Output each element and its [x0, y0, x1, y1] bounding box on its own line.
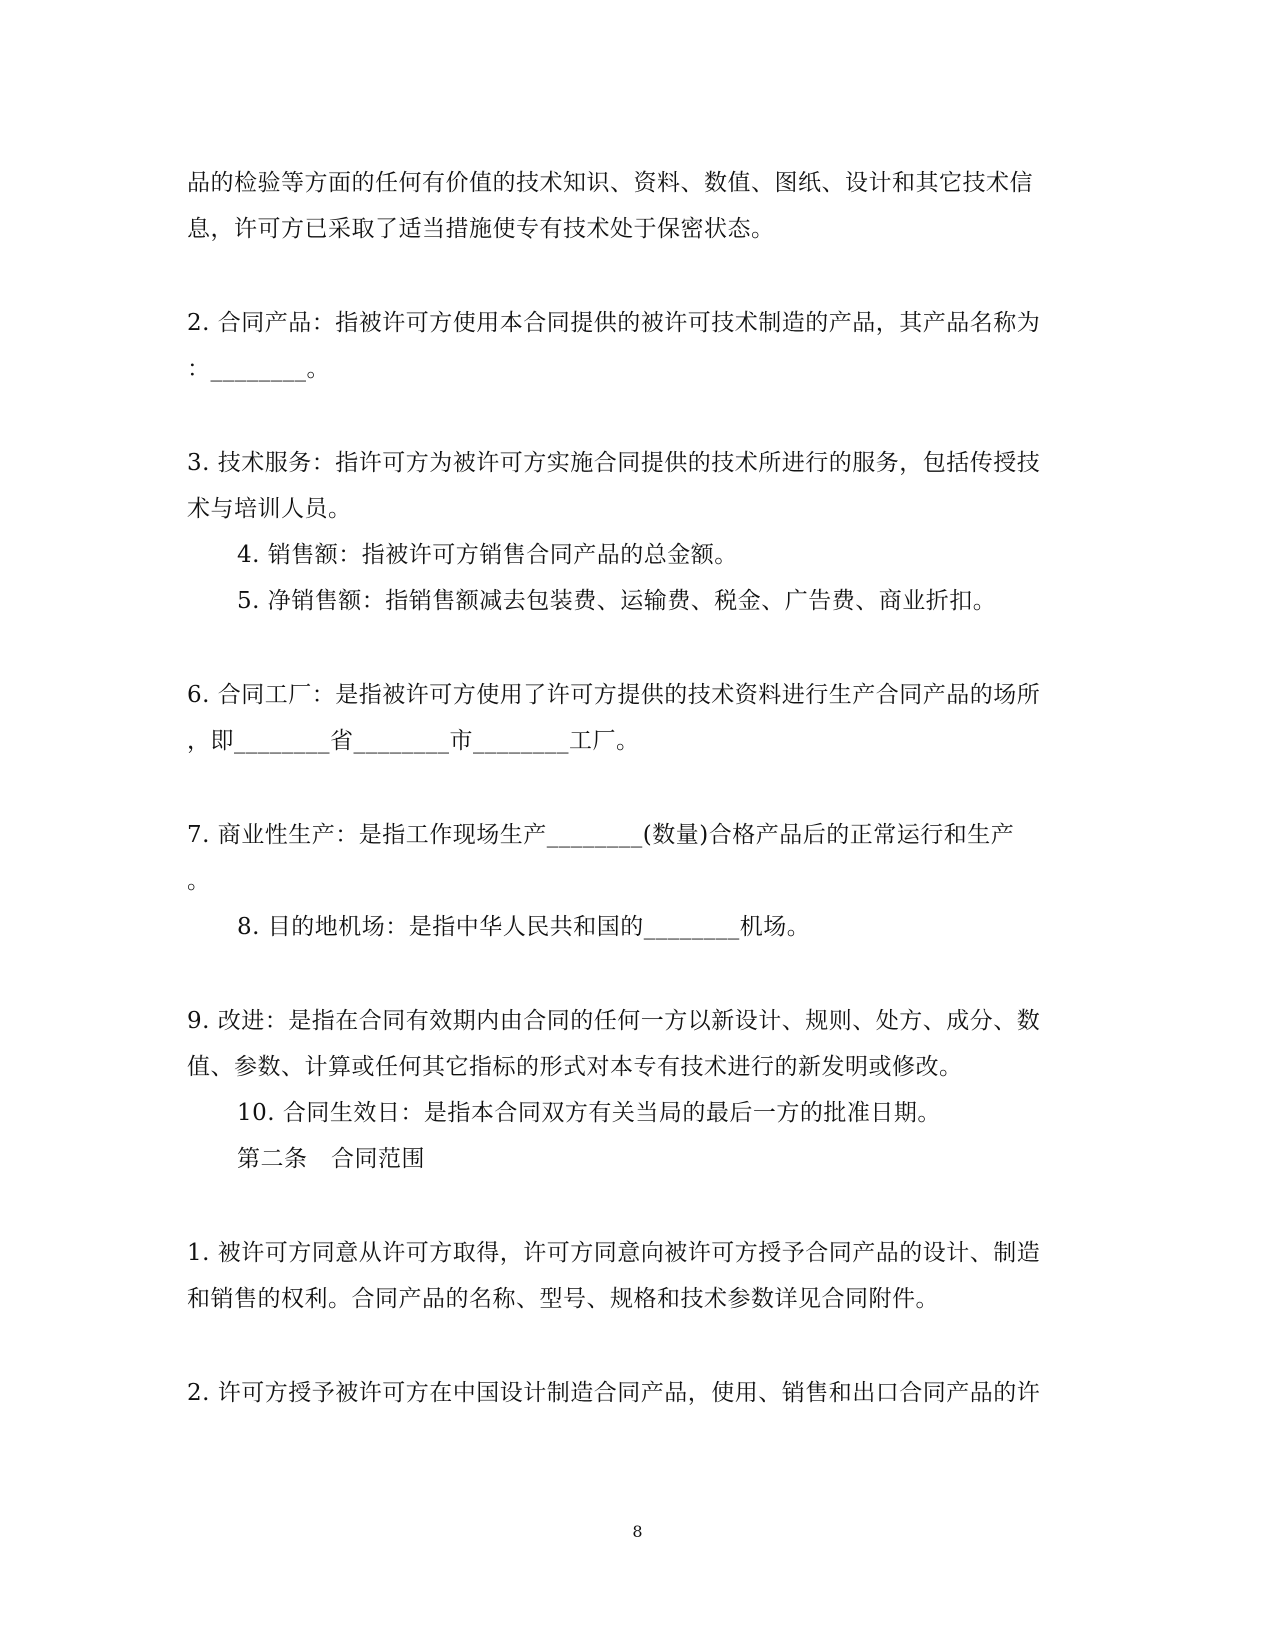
text-line: 8. 目的地机场：是指中华人民共和国的________机场。 — [237, 914, 811, 940]
text-line: 9. 改进：是指在合同有效期内由合同的任何一方以新设计、规则、处方、成分、数 — [187, 1008, 1041, 1034]
text-line: 品的检验等方面的任何有价值的技术知识、资料、数值、图纸、设计和其它技术信 — [187, 170, 1033, 196]
text-line: 4. 销售额：指被许可方销售合同产品的总金额。 — [237, 542, 738, 568]
text-line: 和销售的权利。合同产品的名称、型号、规格和技术参数详见合同附件。 — [187, 1286, 939, 1312]
text-line: 3. 技术服务：指许可方为被许可方实施合同提供的技术所进行的服务，包括传授技 — [187, 450, 1041, 476]
text-line: 7. 商业性生产：是指工作现场生产________(数量)合格产品后的正常运行和生产 — [187, 822, 1015, 848]
text-line: 值、参数、计算或任何其它指标的形式对本专有技术进行的新发明或修改。 — [187, 1054, 963, 1080]
text-line: 2. 合同产品：指被许可方使用本合同提供的被许可技术制造的产品，其产品名称为 — [187, 310, 1041, 336]
text-line: 10. 合同生效日：是指本合同双方有关当局的最后一方的批准日期。 — [237, 1100, 941, 1126]
text-line: 术与培训人员。 — [187, 496, 352, 522]
text-line: 2. 许可方授予被许可方在中国设计制造合同产品，使用、销售和出口合同产品的许 — [187, 1380, 1041, 1406]
text-line: 。 — [187, 868, 211, 894]
text-line: ：________。 — [187, 356, 330, 382]
text-line: 1. 被许可方同意从许可方取得，许可方同意向被许可方授予合同产品的设计、制造 — [187, 1240, 1041, 1266]
text-line: 6. 合同工厂：是指被许可方使用了许可方提供的技术资料进行生产合同产品的场所 — [187, 682, 1041, 708]
text-line: 5. 净销售额：指销售额减去包装费、运输费、税金、广告费、商业折扣。 — [237, 588, 997, 614]
section-heading: 第二条 合同范围 — [237, 1146, 425, 1172]
page-number: 8 — [632, 1522, 643, 1541]
text-line: ，即________省________市________工厂。 — [187, 728, 640, 754]
text-line: 息，许可方已采取了适当措施使专有技术处于保密状态。 — [187, 216, 775, 242]
